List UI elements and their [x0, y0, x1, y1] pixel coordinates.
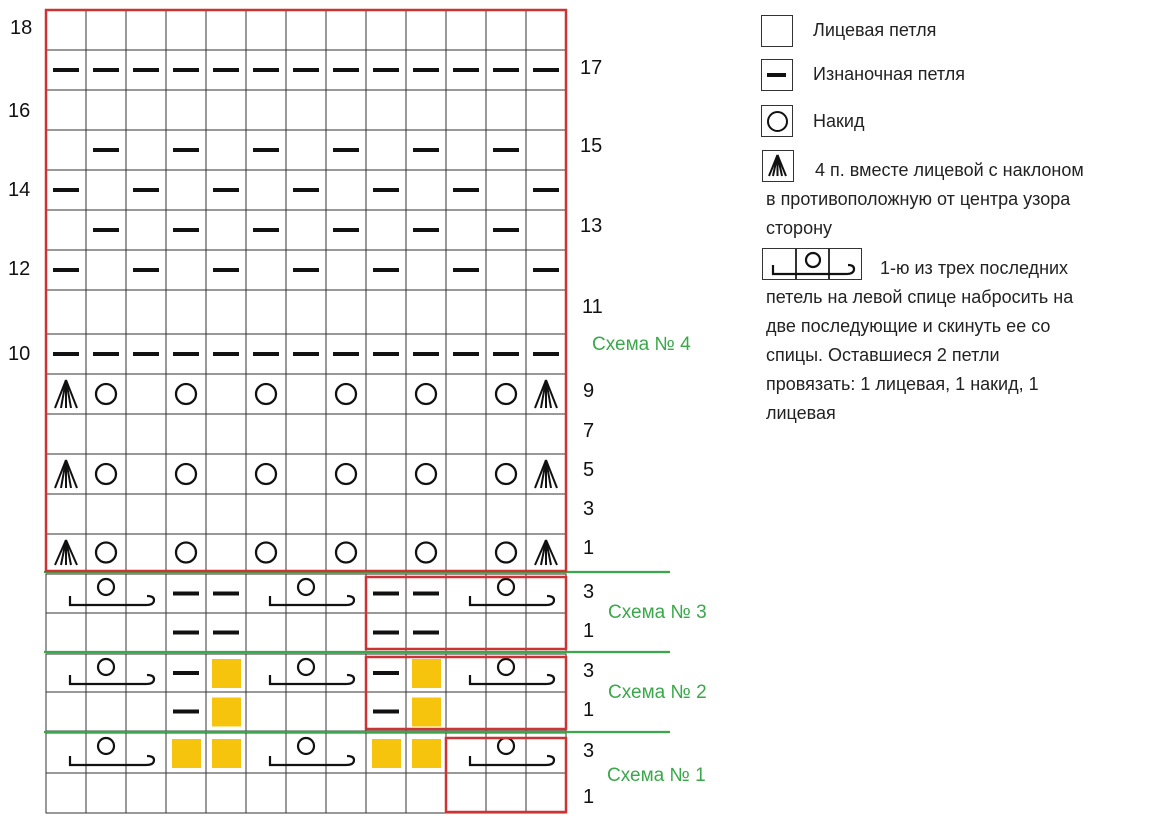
s4-cell — [366, 210, 406, 250]
s4-cell — [406, 290, 446, 334]
purl-mark — [413, 68, 439, 72]
s4-cell — [206, 130, 246, 170]
s4-cell — [286, 454, 326, 494]
purl-mark — [253, 228, 279, 232]
purl-mark — [413, 592, 439, 596]
s3-cell — [486, 613, 526, 652]
s1-cell — [526, 773, 566, 813]
s2-cell — [286, 692, 326, 731]
s4-cell — [486, 90, 526, 130]
s4-cell — [46, 10, 86, 50]
row-label-3: 3 — [583, 498, 595, 520]
purl-mark — [173, 592, 199, 596]
filler-square — [372, 739, 401, 768]
s1-cell — [86, 773, 126, 813]
s4-cell — [366, 10, 406, 50]
s2-cell — [526, 654, 566, 692]
s4-cell — [486, 454, 526, 494]
s4-cell — [246, 10, 286, 50]
s1-cell — [46, 733, 86, 773]
s1-cell — [486, 773, 526, 813]
s4-cell — [446, 534, 486, 571]
row-label-17: 17 — [580, 57, 603, 79]
s4-cell — [126, 414, 166, 454]
s2-cell — [246, 654, 286, 692]
s4-cell — [446, 494, 486, 534]
s3-cell — [86, 613, 126, 652]
purl-mark — [253, 148, 279, 152]
filler-square — [212, 739, 241, 768]
s4-cell — [446, 414, 486, 454]
s4-cell — [406, 250, 446, 290]
s2-cell — [46, 654, 86, 692]
s2-cell — [486, 692, 526, 731]
purl-mark — [373, 671, 399, 675]
s4-cell — [126, 210, 166, 250]
purl-mark — [53, 268, 79, 272]
scheme-4-label: Схема № 4 — [592, 334, 691, 355]
s4-cell — [246, 534, 286, 571]
s1-cell — [366, 773, 406, 813]
s4-cell — [286, 374, 326, 414]
s4-cell — [326, 250, 366, 290]
yarn-over-icon — [761, 105, 793, 137]
s3-cell — [526, 613, 566, 652]
s3-row-label-1: 1 — [583, 620, 595, 642]
legend-pass-over-line4: спицы. Оставшиеся 2 петли — [766, 345, 1000, 365]
purl-mark — [173, 631, 199, 635]
s4-cell — [486, 250, 526, 290]
s4-cell — [326, 90, 366, 130]
s4-cell — [166, 454, 206, 494]
purl-mark — [293, 268, 319, 272]
s4-cell — [286, 210, 326, 250]
purl-mark — [53, 68, 79, 72]
purl-mark — [253, 68, 279, 72]
s1-cell — [406, 773, 446, 813]
s4-cell — [326, 414, 366, 454]
purl-mark — [133, 352, 159, 356]
s4-cell — [366, 414, 406, 454]
s1-cell — [46, 773, 86, 813]
s4-cell — [246, 414, 286, 454]
s4-cell — [166, 170, 206, 210]
s4-cell — [406, 534, 446, 571]
legend-pass-over-line5: провязать: 1 лицевая, 1 накид, 1 — [766, 374, 1039, 394]
s3-cell — [246, 574, 286, 613]
purl-mark — [173, 352, 199, 356]
purl-mark — [333, 68, 359, 72]
s4-cell — [126, 10, 166, 50]
row-label-14: 14 — [8, 179, 31, 201]
purl-stitch-icon — [761, 59, 793, 91]
s2-row-label-1: 1 — [583, 699, 595, 721]
filler-square — [412, 698, 441, 727]
purl-mark — [213, 352, 239, 356]
legend-pass-over-line2: петель на левой спице набросить на — [766, 287, 1074, 307]
s2-cell — [86, 692, 126, 731]
s1-cell — [286, 773, 326, 813]
legend-pass-over-line6: лицевая — [766, 403, 836, 423]
s4-cell — [446, 290, 486, 334]
s4-cell — [526, 130, 566, 170]
scheme-3-label: Схема № 3 — [608, 602, 707, 623]
purl-mark — [213, 68, 239, 72]
purl-mark — [173, 228, 199, 232]
s4-cell — [246, 290, 286, 334]
s4-cell — [406, 414, 446, 454]
s1-cell — [206, 773, 246, 813]
s4-cell — [326, 534, 366, 571]
s4-cell — [86, 414, 126, 454]
s2-cell — [126, 654, 166, 692]
s4-cell — [246, 170, 286, 210]
purl-mark — [373, 188, 399, 192]
row-label-5: 5 — [583, 459, 595, 481]
s3-cell — [126, 574, 166, 613]
s3-cell — [46, 574, 86, 613]
s4-cell — [286, 130, 326, 170]
purl-mark — [253, 352, 279, 356]
purl-mark — [133, 68, 159, 72]
s4-cell — [326, 454, 366, 494]
s3-cell — [326, 574, 366, 613]
s4-cell — [366, 454, 406, 494]
filler-square — [412, 739, 441, 768]
purl-mark — [173, 68, 199, 72]
s4-cell — [166, 250, 206, 290]
row-label-11: 11 — [582, 296, 603, 318]
legend-dec4-line2: в противоположную от центра узора — [766, 189, 1071, 209]
s4-cell — [406, 374, 446, 414]
s1-cell — [166, 773, 206, 813]
s4-cell — [246, 494, 286, 534]
s4-cell — [526, 210, 566, 250]
s1-cell — [446, 773, 486, 813]
s4-cell — [326, 290, 366, 334]
s4-cell — [286, 290, 326, 334]
row-label-7: 7 — [583, 420, 595, 442]
s3-cell — [126, 613, 166, 652]
s4-cell — [326, 494, 366, 534]
purl-mark — [413, 631, 439, 635]
s4-cell — [406, 10, 446, 50]
purl-mark — [453, 352, 479, 356]
s4-cell — [486, 170, 526, 210]
s2-cell — [326, 692, 366, 731]
row-label-10: 10 — [8, 343, 31, 365]
decrease-4-icon — [762, 150, 794, 182]
purl-mark — [173, 710, 199, 714]
s4-cell — [246, 90, 286, 130]
s4-cell — [406, 494, 446, 534]
s4-cell — [526, 290, 566, 334]
s4-cell — [126, 290, 166, 334]
purl-mark — [133, 188, 159, 192]
row-label-16: 16 — [8, 100, 31, 122]
row-label-18: 18 — [10, 17, 33, 39]
s4-cell — [206, 210, 246, 250]
purl-mark — [373, 352, 399, 356]
s4-cell — [126, 90, 166, 130]
s3-cell — [326, 613, 366, 652]
s4-cell — [46, 90, 86, 130]
s4-cell — [166, 414, 206, 454]
purl-mark — [413, 228, 439, 232]
purl-mark — [413, 148, 439, 152]
s4-cell — [206, 414, 246, 454]
s4-cell — [326, 170, 366, 210]
s4-cell — [526, 10, 566, 50]
s4-cell — [366, 374, 406, 414]
s4-cell — [126, 374, 166, 414]
s4-cell — [486, 414, 526, 454]
purl-mark — [333, 148, 359, 152]
s4-cell — [206, 374, 246, 414]
pass-over-icon — [762, 248, 862, 280]
filler-square — [172, 739, 201, 768]
purl-mark — [373, 631, 399, 635]
purl-mark — [333, 352, 359, 356]
s4-cell — [366, 90, 406, 130]
scheme-2-label: Схема № 2 — [608, 682, 707, 703]
s4-cell — [446, 210, 486, 250]
s2-cell — [446, 692, 486, 731]
purl-mark — [533, 188, 559, 192]
s4-cell — [86, 250, 126, 290]
legend-pass-over-line1: 1-ю из трех последних — [880, 258, 1069, 278]
s4-cell — [406, 90, 446, 130]
s4-cell — [446, 130, 486, 170]
s4-cell — [326, 10, 366, 50]
knit-stitch-icon — [761, 15, 793, 47]
s4-cell — [486, 10, 526, 50]
s4-cell — [486, 290, 526, 334]
row-label-13: 13 — [580, 215, 603, 237]
s2-cell — [526, 692, 566, 731]
s1-cell — [126, 733, 166, 773]
purl-mark — [493, 68, 519, 72]
s4-cell — [46, 414, 86, 454]
scheme-1-label: Схема № 1 — [607, 765, 706, 786]
s4-cell — [366, 130, 406, 170]
legend-knit-label: Лицевая петля — [813, 20, 937, 40]
s4-cell — [206, 10, 246, 50]
s3-cell — [446, 574, 486, 613]
s4-cell — [246, 250, 286, 290]
purl-mark — [213, 268, 239, 272]
s4-cell — [126, 454, 166, 494]
s4-cell — [86, 454, 126, 494]
s4-cell — [366, 494, 406, 534]
s2-cell — [246, 692, 286, 731]
s4-cell — [206, 534, 246, 571]
purl-mark — [493, 148, 519, 152]
purl-mark — [53, 188, 79, 192]
s1-cell — [246, 733, 286, 773]
s4-cell — [486, 534, 526, 571]
s3-cell — [526, 574, 566, 613]
purl-mark — [93, 228, 119, 232]
legend-dec4-line1: 4 п. вместе лицевой с наклоном — [815, 160, 1084, 180]
purl-mark — [453, 188, 479, 192]
s4-cell — [286, 90, 326, 130]
purl-mark — [533, 352, 559, 356]
s4-cell — [46, 494, 86, 534]
s4-cell — [126, 130, 166, 170]
purl-mark — [213, 592, 239, 596]
s4-cell — [246, 374, 286, 414]
s4-cell — [286, 414, 326, 454]
row-label-1: 1 — [583, 537, 595, 559]
s1-row-label-1: 1 — [583, 786, 595, 808]
purl-mark — [493, 228, 519, 232]
purl-mark — [133, 268, 159, 272]
filler-square — [212, 698, 241, 727]
s4-cell — [86, 170, 126, 210]
s4-cell — [446, 90, 486, 130]
s4-cell — [446, 10, 486, 50]
s2-row-label-3: 3 — [583, 660, 595, 682]
row-label-9: 9 — [583, 380, 595, 402]
s2-cell — [126, 692, 166, 731]
purl-mark — [293, 68, 319, 72]
purl-mark — [213, 631, 239, 635]
s1-cell — [246, 773, 286, 813]
s4-cell — [406, 170, 446, 210]
s3-cell — [286, 613, 326, 652]
s2-cell — [46, 692, 86, 731]
s1-row-label-3: 3 — [583, 740, 595, 762]
s4-cell — [86, 494, 126, 534]
s4-cell — [206, 454, 246, 494]
s4-cell — [286, 494, 326, 534]
legend-pass-over-line3: две последующие и скинуть ее со — [766, 316, 1051, 336]
purl-mark — [533, 68, 559, 72]
s4-cell — [86, 90, 126, 130]
s4-cell — [46, 130, 86, 170]
purl-mark — [453, 268, 479, 272]
s4-cell — [166, 90, 206, 130]
s3-row-label-3: 3 — [583, 581, 595, 603]
purl-mark — [173, 148, 199, 152]
s4-cell — [126, 534, 166, 571]
s4-cell — [46, 290, 86, 334]
s4-cell — [206, 494, 246, 534]
s4-cell — [286, 10, 326, 50]
s4-cell — [526, 414, 566, 454]
purl-mark — [493, 352, 519, 356]
purl-mark — [213, 188, 239, 192]
purl-mark — [53, 352, 79, 356]
purl-mark — [93, 68, 119, 72]
s4-cell — [46, 210, 86, 250]
s2-cell — [446, 654, 486, 692]
s4-cell — [86, 10, 126, 50]
s4-cell — [486, 374, 526, 414]
s4-cell — [166, 494, 206, 534]
s2-cell — [326, 654, 366, 692]
s4-cell — [86, 534, 126, 571]
purl-mark — [413, 352, 439, 356]
purl-mark — [533, 268, 559, 272]
s4-cell — [406, 454, 446, 494]
s4-cell — [326, 374, 366, 414]
purl-mark — [373, 268, 399, 272]
legend-purl-label: Изнаночная петля — [813, 64, 966, 84]
purl-mark — [453, 68, 479, 72]
s4-cell — [286, 534, 326, 571]
legend-yarn-over-label: Накид — [813, 111, 865, 131]
filler-square — [212, 659, 241, 688]
s4-cell — [166, 534, 206, 571]
s3-cell — [46, 613, 86, 652]
s4-cell — [246, 454, 286, 494]
s4-cell — [206, 90, 246, 130]
row-label-15: 15 — [580, 135, 603, 157]
purl-mark — [293, 188, 319, 192]
s4-cell — [86, 374, 126, 414]
purl-mark — [93, 352, 119, 356]
s4-cell — [446, 454, 486, 494]
s4-cell — [126, 494, 166, 534]
s4-cell — [446, 374, 486, 414]
s4-cell — [366, 290, 406, 334]
s1-cell — [326, 733, 366, 773]
row-label-12: 12 — [8, 258, 31, 280]
filler-square — [412, 659, 441, 688]
s4-cell — [366, 534, 406, 571]
s4-cell — [526, 494, 566, 534]
purl-mark — [373, 710, 399, 714]
s4-cell — [166, 374, 206, 414]
purl-mark — [333, 228, 359, 232]
s4-cell — [526, 90, 566, 130]
s4-cell — [166, 290, 206, 334]
s4-cell — [206, 290, 246, 334]
purl-mark — [373, 68, 399, 72]
s4-cell — [86, 290, 126, 334]
purl-mark — [173, 671, 199, 675]
purl-mark — [293, 352, 319, 356]
s4-cell — [486, 494, 526, 534]
s4-cell — [166, 10, 206, 50]
s3-cell — [246, 613, 286, 652]
s3-cell — [446, 613, 486, 652]
purl-mark — [373, 592, 399, 596]
purl-mark — [93, 148, 119, 152]
s1-cell — [326, 773, 366, 813]
legend-dec4-line3: сторону — [766, 218, 833, 238]
s1-cell — [126, 773, 166, 813]
